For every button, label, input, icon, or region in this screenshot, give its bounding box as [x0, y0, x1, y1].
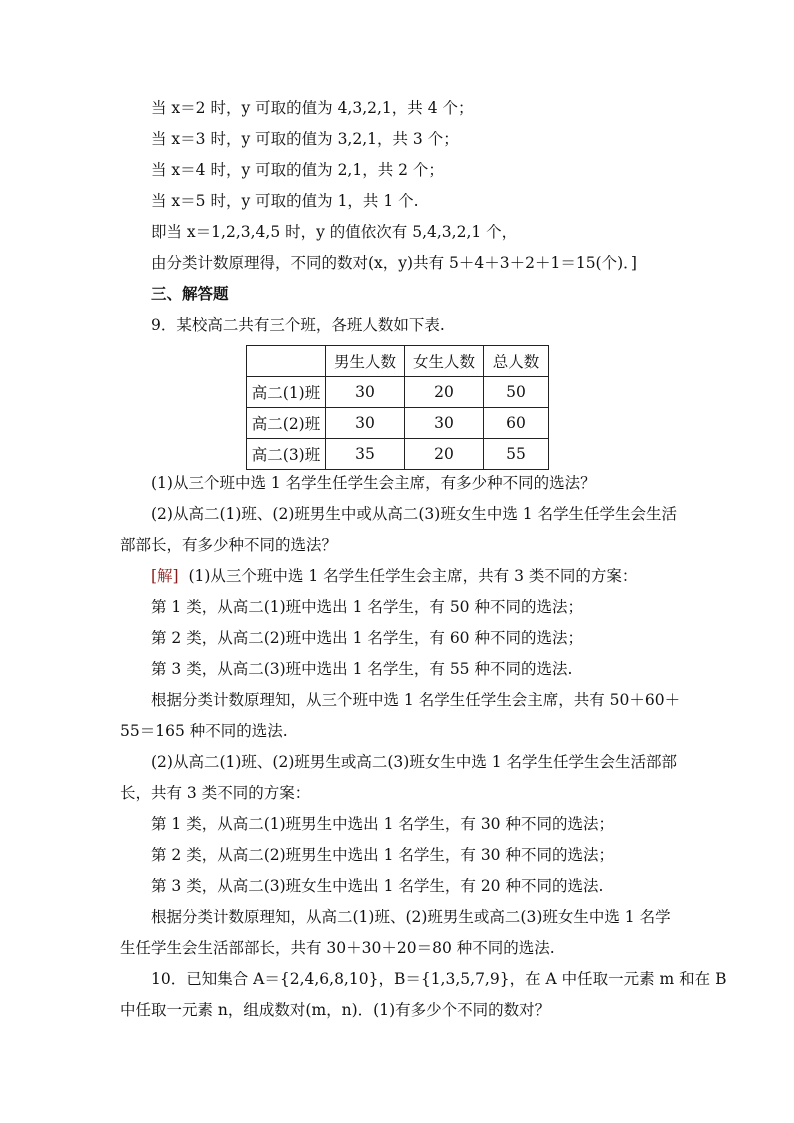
- question-10-stem-cont: 中任取一元素 n，组成数对(m，n)．(1)有多少个不同的数对？: [120, 1001, 551, 1019]
- table-row: [247, 439, 549, 470]
- question-9-part-2: (2)从高二(1)班、(2)班男生中或从高二(3)班女生中选 1 名学生任学生会生活: [151, 505, 678, 523]
- table-cell: 30: [326, 408, 405, 439]
- question-9-part-2-cont: 部部长，有多少种不同的选法？: [120, 536, 338, 554]
- solution-line: 第 1 类，从高二(1)班男生中选出 1 名学生，有 30 种不同的选法；: [151, 815, 614, 833]
- solution-line: 第 2 类，从高二(2)班中选出 1 名学生，有 60 种不同的选法；: [151, 629, 583, 647]
- solution-line: 根据分类计数原理知，从高二(1)班、(2)班男生或高二(3)班女生中选 1 名学: [151, 908, 671, 926]
- table-header-cell: 总人数: [484, 346, 549, 377]
- text-line: 由分类计数原理得，不同的数对(x，y)共有 5＋4＋3＋2＋1＝15(个)．]: [151, 254, 637, 272]
- solution-line: 55＝165 种不同的选法.: [120, 722, 288, 740]
- table-cell: 高二(1)班: [247, 377, 326, 408]
- solution-line: 第 1 类，从高二(1)班中选出 1 名学生，有 50 种不同的选法；: [151, 598, 583, 616]
- table-header-cell: [247, 346, 326, 377]
- table-cell: 50: [484, 377, 549, 408]
- question-9-stem: 9．某校高二共有三个班，各班人数如下表.: [151, 316, 445, 334]
- solution-line: 生任学生会生活部部长，共有 30＋30＋20＝80 种不同的选法.: [120, 939, 555, 957]
- table-cell: 35: [326, 439, 405, 470]
- text-line: 当 x＝5 时，y 可取的值为 1，共 1 个.: [151, 192, 419, 210]
- table-cell: 高二(2)班: [247, 408, 326, 439]
- solution-line: 第 2 类，从高二(2)班男生中选出 1 名学生，有 30 种不同的选法；: [151, 846, 614, 864]
- solution-line: (2)从高二(1)班、(2)班男生或高二(3)班女生中选 1 名学生任学生会生活部部: [151, 753, 678, 771]
- table-cell: 30: [326, 377, 405, 408]
- class-count-table: [246, 345, 549, 470]
- table-cell: 30: [405, 408, 484, 439]
- question-10-stem: 10．已知集合 A＝{2,4,6,8,10}，B＝{1,3,5,7,9}，在 A 中任取一元素 m 和在 B: [151, 970, 727, 988]
- table-row: [247, 408, 549, 439]
- solution-line: 第 3 类，从高二(3)班中选出 1 名学生，有 55 种不同的选法.: [151, 660, 573, 678]
- text-line: 当 x＝3 时，y 可取的值为 3,2,1，共 3 个；: [151, 130, 459, 148]
- table-header-cell: 男生人数: [326, 346, 405, 377]
- table-header-row: [247, 346, 549, 377]
- section-heading: 三、解答题: [151, 284, 229, 303]
- solution-line: 长，共有 3 类不同的方案：: [120, 784, 311, 802]
- solution-tag: [解]: [151, 567, 179, 585]
- question-9-part-1: (1)从三个班中选 1 名学生任学生会主席，有多少种不同的选法？: [151, 474, 596, 492]
- table-cell: 60: [484, 408, 549, 439]
- table-header-cell: 女生人数: [405, 346, 484, 377]
- table-cell: 20: [405, 377, 484, 408]
- solution-intro: [151, 566, 711, 586]
- table-cell: 55: [484, 439, 549, 470]
- text-line: 当 x＝4 时，y 可取的值为 2,1，共 2 个；: [151, 161, 444, 179]
- table-row: [247, 377, 549, 408]
- text-line: 当 x＝2 时，y 可取的值为 4,3,2,1，共 4 个；: [151, 99, 474, 117]
- solution-line: 第 3 类，从高二(3)班女生中选出 1 名学生，有 20 种不同的选法.: [151, 877, 604, 895]
- table-cell: 20: [405, 439, 484, 470]
- table-cell: 高二(3)班: [247, 439, 326, 470]
- text-line: 即当 x＝1,2,3,4,5 时，y 的值依次有 5,4,3,2,1 个，: [151, 223, 518, 241]
- solution-1-intro: (1)从三个班中选 1 名学生任学生会主席，共有 3 类不同的方案：: [188, 567, 638, 585]
- solution-line: 根据分类计数原理知，从三个班中选 1 名学生任学生会主席，共有 50＋60＋: [151, 691, 681, 709]
